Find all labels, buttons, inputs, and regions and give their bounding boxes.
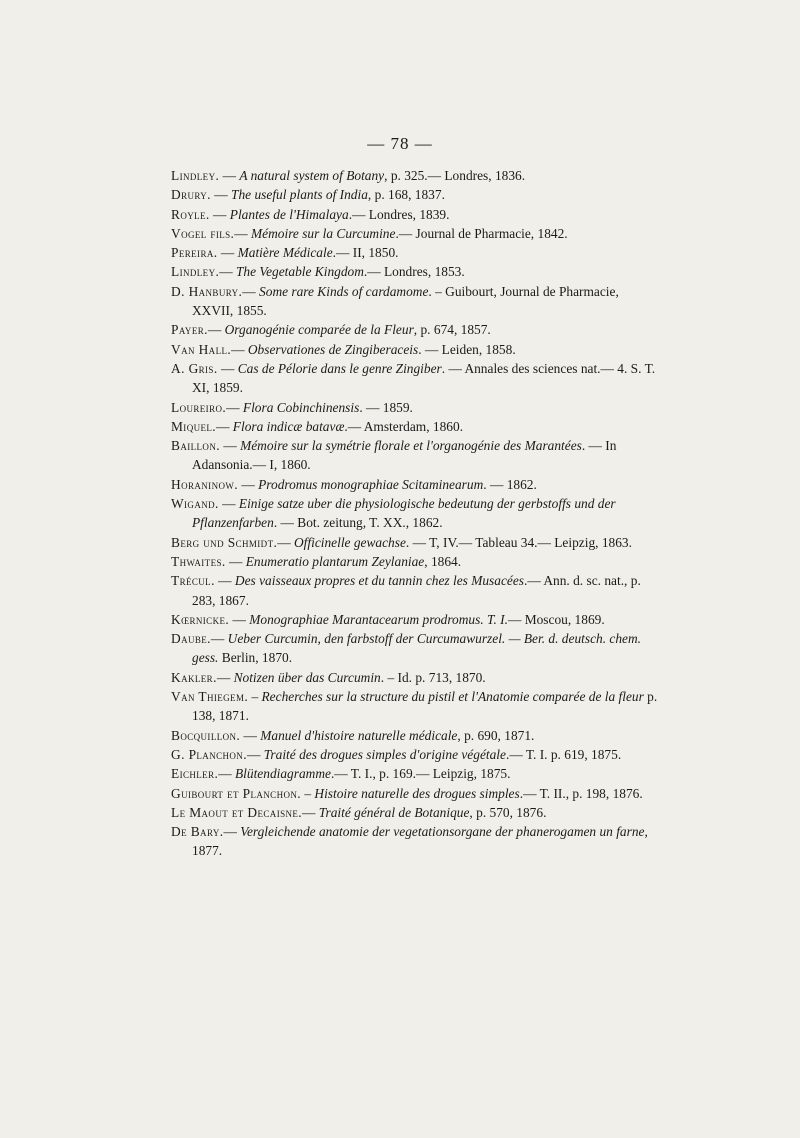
bibliography-entry xyxy=(171,803,661,822)
entry-title: Flora indicæ batavæ xyxy=(232,418,345,434)
entry-details: , 1864. xyxy=(424,553,462,569)
entry-separator: — xyxy=(218,496,239,512)
entry-title: Mémoire sur la Curcumine xyxy=(251,225,396,241)
bibliography-entry xyxy=(171,224,661,243)
entry-separator: — xyxy=(217,360,238,376)
entry-author: Daube. xyxy=(171,631,211,647)
entry-author: Horaninow. xyxy=(171,476,239,492)
entry-details: Berlin, 1870. xyxy=(218,650,293,666)
entry-title: Mémoire sur la symétrie florale et l'organogénie des Marantées xyxy=(240,438,582,454)
bibliography-entry xyxy=(171,629,661,668)
bibliography-entry xyxy=(171,687,661,726)
entry-author: Vogel fils. xyxy=(171,225,235,241)
entry-title: Plantes de l'Himalaya xyxy=(229,206,349,222)
entry-author: Royle. xyxy=(171,206,210,222)
entry-separator: — xyxy=(217,245,238,261)
entry-title: Ueber Curcumin, den farbstoff der Curcumawurzel. — Ber. d. deutsch. chem. gess. xyxy=(192,631,642,666)
entry-details: p. 138, 1871. xyxy=(192,689,658,724)
entry-title: Manuel d'histoire naturelle médicale xyxy=(260,727,458,743)
bibliography-entry xyxy=(171,340,661,359)
entry-details: .— Londres, 1839. xyxy=(348,206,450,222)
entry-author: Van Hall. xyxy=(171,341,232,357)
entry-title: Blütendiagramme xyxy=(234,766,331,782)
bibliography-entry xyxy=(171,262,661,281)
entry-details: — Moscou, 1869. xyxy=(507,611,605,627)
entry-author: D. Hanbury. xyxy=(171,283,243,299)
entry-author: De Bary. xyxy=(171,824,224,840)
page-number: — 78 — xyxy=(367,134,433,153)
entry-author: Bocquillon. xyxy=(171,727,241,743)
entry-separator: — xyxy=(229,611,250,627)
entry-details: . — Annales des sciences nat.— 4. S. T. XI, 1859. xyxy=(192,360,656,396)
entry-title: Matière Médicale xyxy=(237,245,333,261)
entry-separator: — xyxy=(302,804,319,820)
entry-separator: — xyxy=(219,168,240,183)
bibliography-entry xyxy=(171,822,661,861)
bibliography-entry xyxy=(171,205,661,224)
entry-details: .— T. II., p. 198, 1876. xyxy=(519,785,643,801)
entry-separator: — xyxy=(216,418,233,434)
bibliography-entry xyxy=(171,552,661,571)
bibliography-entry xyxy=(171,166,661,185)
entry-details: , p. 168, 1837. xyxy=(367,187,445,203)
entry-author: A. Gris. xyxy=(171,360,218,376)
entry-separator: — xyxy=(240,727,261,743)
entry-title: Traité général de Botanique xyxy=(318,804,470,820)
bibliography-entry xyxy=(171,417,661,436)
entry-details: . — T, IV.— Tableau 34.— Leipzig, 1863. xyxy=(405,534,632,550)
bibliography-entry xyxy=(171,571,661,610)
entry-title: The Vegetable Kingdom xyxy=(235,264,364,280)
entry-author: Miquel. xyxy=(171,418,217,434)
entry-details: .— T. I. p. 619, 1875. xyxy=(505,746,622,762)
entry-separator: — xyxy=(246,746,264,762)
entry-details: , 1877. xyxy=(192,824,648,859)
entry-details: . – Guibourt, Journal de Pharmacie, XXVII, 1855. xyxy=(192,283,619,319)
entry-title: Monographiae Marantacearum prodromus. T. I. xyxy=(249,611,508,627)
entry-title: Traité des drogues simples d'origine végétale xyxy=(263,746,506,762)
entry-title: Some rare Kinds of cardamome xyxy=(259,283,429,299)
entry-author: Loureiro. xyxy=(171,399,227,415)
entry-title: Organogénie comparée de la Fleur xyxy=(224,322,414,338)
entry-author: Thwaites. xyxy=(171,553,226,569)
entry-title: Einige satze uber die physiologische bedeutung der gerbstoffs und der Pflanzenfarben xyxy=(192,496,616,531)
entry-separator: — xyxy=(218,766,235,782)
bibliography-entry xyxy=(171,784,661,803)
entry-details: , p. 690, 1871. xyxy=(457,727,535,743)
entry-separator: — xyxy=(238,476,259,492)
bibliography-list xyxy=(171,166,661,861)
entry-separator: — xyxy=(242,283,260,299)
entry-author: Van Thiegem. xyxy=(171,689,249,705)
entry-separator: — xyxy=(223,824,241,840)
entry-details: . — Bot. zeitung, T. XX., 1862. xyxy=(273,515,443,531)
entry-separator: — xyxy=(209,206,230,222)
bibliography-entry xyxy=(171,398,661,417)
entry-separator: — xyxy=(277,534,294,550)
entry-title: Cas de Pélorie dans le genre Zingiber xyxy=(237,360,442,376)
entry-author: Berg und Schmidt. xyxy=(171,534,278,550)
entry-details: . — In Adansonia.— I, 1860. xyxy=(192,438,617,473)
entry-author: Guibourt et Planchon. xyxy=(171,785,302,801)
entry-details: . — 1862. xyxy=(483,476,537,492)
entry-separator: — xyxy=(219,264,236,280)
bibliography-entry xyxy=(171,745,661,764)
bibliography-entry xyxy=(171,610,661,629)
entry-title: Observationes de Zingiberaceis xyxy=(247,341,419,357)
entry-details: . — Leiden, 1858. xyxy=(418,341,516,357)
bibliography-entry xyxy=(171,764,661,783)
bibliography-entry xyxy=(171,668,661,687)
entry-author: Lindley. xyxy=(171,264,220,280)
entry-details: . – Id. p. 713, 1870. xyxy=(380,669,486,685)
entry-details: .— Amsterdam, 1860. xyxy=(344,418,464,434)
entry-separator: — xyxy=(214,573,235,589)
entry-separator: — xyxy=(207,322,225,338)
entry-author: Pereira. xyxy=(171,245,218,261)
entry-details: , p. 570, 1876. xyxy=(469,804,547,820)
entry-separator: — xyxy=(225,553,246,569)
entry-details: . — 1859. xyxy=(359,399,413,415)
entry-title: Flora Cobinchinensis xyxy=(242,399,360,415)
entry-separator: — xyxy=(219,438,241,454)
entry-details: .— Ann. d. sc. nat., p. 283, 1867. xyxy=(192,573,641,608)
entry-details: .— Journal de Pharmacie, 1842. xyxy=(395,225,568,241)
entry-author: Kœrnicke. xyxy=(171,611,230,627)
entry-author: Wigand. xyxy=(171,496,219,512)
entry-title: A natural system of Botany xyxy=(239,168,385,183)
entry-separator: — xyxy=(231,341,248,357)
entry-title: Histoire naturelle des drogues simples xyxy=(314,785,520,801)
entry-details: .— T. I., p. 169.— Leipzig, 1875. xyxy=(330,766,511,782)
entry-author: Baillon. xyxy=(171,438,220,454)
entry-separator: — xyxy=(234,225,252,241)
entry-author: Kakler. xyxy=(171,669,217,685)
entry-title: Enumeratio plantarum Zeylaniae xyxy=(245,553,425,569)
bibliography-entry xyxy=(171,359,661,398)
entry-details: .— II, 1850. xyxy=(332,245,399,261)
entry-title: Notizen über das Curcumin xyxy=(233,669,381,685)
entry-author: Eichler. xyxy=(171,766,219,782)
entry-title: Des vaisseaux propres et du tannin chez les Musacées xyxy=(234,573,524,589)
bibliography-entry xyxy=(171,494,661,533)
bibliography-entry xyxy=(171,243,661,262)
entry-title: Vergleichende anatomie der vegetationsorgane der phanerogamen un farne xyxy=(240,824,645,840)
entry-author: G. Planchon. xyxy=(171,746,247,762)
bibliography-entry xyxy=(171,282,661,321)
entry-details: , p. 325.— Londres, 1836. xyxy=(384,168,526,183)
entry-separator: — xyxy=(216,669,234,685)
bibliography-entry xyxy=(171,185,661,204)
entry-title: Prodromus monographiae Scitaminearum xyxy=(258,476,484,492)
entry-separator: — xyxy=(226,399,243,415)
bibliography-entry xyxy=(171,320,661,339)
entry-author: Lindley. xyxy=(171,168,220,183)
bibliography-entry xyxy=(171,436,661,475)
entry-separator: — xyxy=(210,631,228,647)
entry-author: Drury. xyxy=(171,187,211,203)
entry-title: The useful plants of India xyxy=(231,187,368,203)
bibliography-entry xyxy=(171,533,661,552)
entry-author: Trécul. xyxy=(171,573,215,589)
bibliography-entry xyxy=(171,726,661,745)
entry-title: Officinelle gewachse xyxy=(293,534,406,550)
entry-author: Le Maout et Decaisne. xyxy=(171,804,303,820)
entry-title: Recherches sur la structure du pistil et l'Anatomie comparée de la fleur xyxy=(261,689,644,705)
entry-details: , p. 674, 1857. xyxy=(413,322,491,338)
entry-author: Payer. xyxy=(171,322,208,338)
entry-separator: – xyxy=(301,785,315,801)
entry-details: .— Londres, 1853. xyxy=(363,264,465,280)
entry-separator: – xyxy=(248,689,262,705)
entry-separator: — xyxy=(210,187,232,203)
bibliography-entry xyxy=(171,475,661,494)
